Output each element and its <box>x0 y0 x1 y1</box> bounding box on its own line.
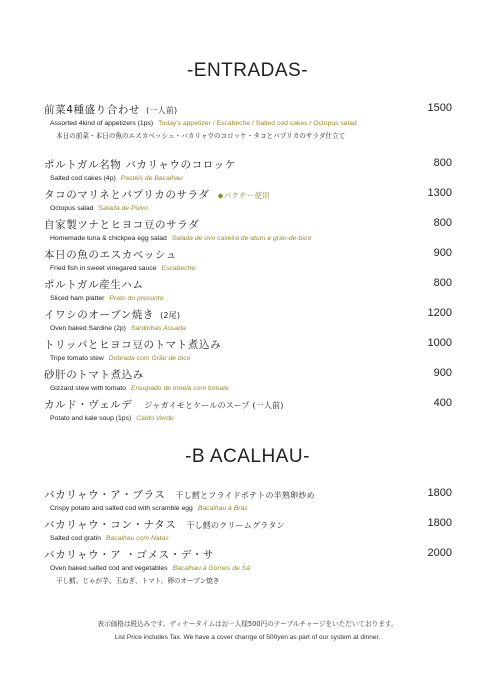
bacalhau-title: -B ACALHAU- <box>185 446 310 467</box>
item-name-en: Octopus salad Salada de Polvo <box>50 205 148 212</box>
item-name-en: Potato and kale soup (1ps) Caldo Verde <box>50 415 174 422</box>
item-price: 1300 <box>427 187 452 199</box>
footer-note-jp: 表示価格は税込みです。ディナータイムはお一人様500円のテーブルチャージをいただいております。 <box>97 620 398 628</box>
menu-item-tripe-stew <box>44 337 452 362</box>
item-name-jp: カルド・ヴェルデ ジャガイモとケールのスープ (一人前) <box>44 399 284 411</box>
item-name-en: Fried fish in sweet vinegared sauce Escabeche <box>50 265 196 272</box>
item-name-jp: ポルトガル名物 バカリャウのコロッケ <box>44 159 236 171</box>
menu-item-tuna-salad <box>44 217 452 242</box>
item-name-jp: バカリャウ・コン・ナタス 干し鱈のクリームグラタン <box>44 519 285 531</box>
menu-item-bacalhau-natas <box>44 517 452 542</box>
item-name-jp: バカリャウ・ア・ブラス 干し鱈とフライドポテトの半熟卵炒め <box>44 489 315 501</box>
item-note: 干し鱈、じゃが芋、玉ねぎ、トマト、卵のオーブン焼き <box>56 577 220 585</box>
item-price: 1800 <box>427 517 452 529</box>
item-name-en: Salted cod cakes (4p) Pastéis de Bacalhau <box>50 175 183 182</box>
item-price: 400 <box>433 397 452 409</box>
item-name-en: Gizzard stew with tomato Ensopado de moela com tomate <box>50 385 229 392</box>
item-price: 800 <box>433 217 452 229</box>
menu-item-sardines <box>44 307 452 332</box>
item-name-en: Sliced ham platter Prato do presunto <box>50 295 164 302</box>
menu-item-cod-cakes <box>44 157 452 182</box>
menu-item-ham-platter <box>44 277 452 302</box>
item-price: 1800 <box>427 487 452 499</box>
item-price: 2000 <box>427 547 452 559</box>
item-name-en: Salted cod gratin Bacalhau com Natas <box>50 535 169 542</box>
item-name-jp: タコのマリネとパプリカのサラダ ◆パクチー使用 <box>44 189 270 201</box>
item-price: 900 <box>433 247 452 259</box>
item-price: 1000 <box>427 337 452 349</box>
item-name-jp: 前菜4種盛り合わせ (一人前) <box>44 104 178 116</box>
item-price: 1500 <box>427 102 452 114</box>
menu-item-bacalhau-bras <box>44 487 452 512</box>
item-price: 1200 <box>427 307 452 319</box>
item-note: 本日の前菜・本日の魚のエスカベッシュ・バカリャウのコロッケ・タコとパプリカのサラダ仕立て <box>56 132 346 140</box>
item-name-jp: バカリャウ・ア ・ゴメス・デ・サ <box>44 549 215 561</box>
item-name-jp: 砂肝のトマト煮込み <box>44 369 144 381</box>
item-name-jp: イワシのオーブン焼き (2尾) <box>44 309 181 321</box>
item-price: 800 <box>433 157 452 169</box>
menu-item-caldo-verde <box>44 397 452 422</box>
menu-item-appetizer-platter <box>44 102 452 140</box>
item-name-jp: 本日の魚のエスカベッシュ <box>44 249 177 261</box>
entradas-title: -ENTRADAS- <box>186 60 309 81</box>
menu-item-octopus-salad <box>44 187 452 212</box>
item-name-jp: 自家製ツナとヒヨコ豆のサラダ <box>44 219 200 231</box>
item-name-jp: ポルトガル産生ハム <box>44 279 144 291</box>
item-name-en: Oven baked salted cod and vegetables Bacalhau à Gomes de Sá <box>50 565 250 572</box>
item-name-en: Assorted 4kind of appetizers (1ps) Today's appetizer / Escabeche / Salted cod cakes / Octopus salad <box>50 120 357 127</box>
menu-item-escabeche <box>44 247 452 272</box>
item-name-en: Oven baked Sardine (2p) Sardinhas Assada <box>50 325 186 332</box>
item-name-en: Crispy potato and salted cod with scramble egg Bacalhau à Brás <box>50 505 248 512</box>
coriander-tag: ◆パクチー使用 <box>217 191 270 200</box>
item-name-en: Homemade tuna & chickpea egg salad Salada de ovo caseira de atum e grao-de-bico <box>50 235 312 242</box>
menu-item-bacalhau-gomes-de-sa <box>44 547 452 585</box>
footer-note-en: List Price includes Tax. We have a cover charrge of 500yen as part of our system at dinner. <box>114 634 381 641</box>
item-name-jp: トリッパとヒヨコ豆のトマト煮込み <box>44 339 222 351</box>
item-price: 900 <box>433 367 452 379</box>
item-price: 800 <box>433 277 452 289</box>
item-name-en: Tripe tomato stew Dobrada com Grão de bico <box>50 355 191 362</box>
menu-item-gizzard-stew <box>44 367 452 392</box>
